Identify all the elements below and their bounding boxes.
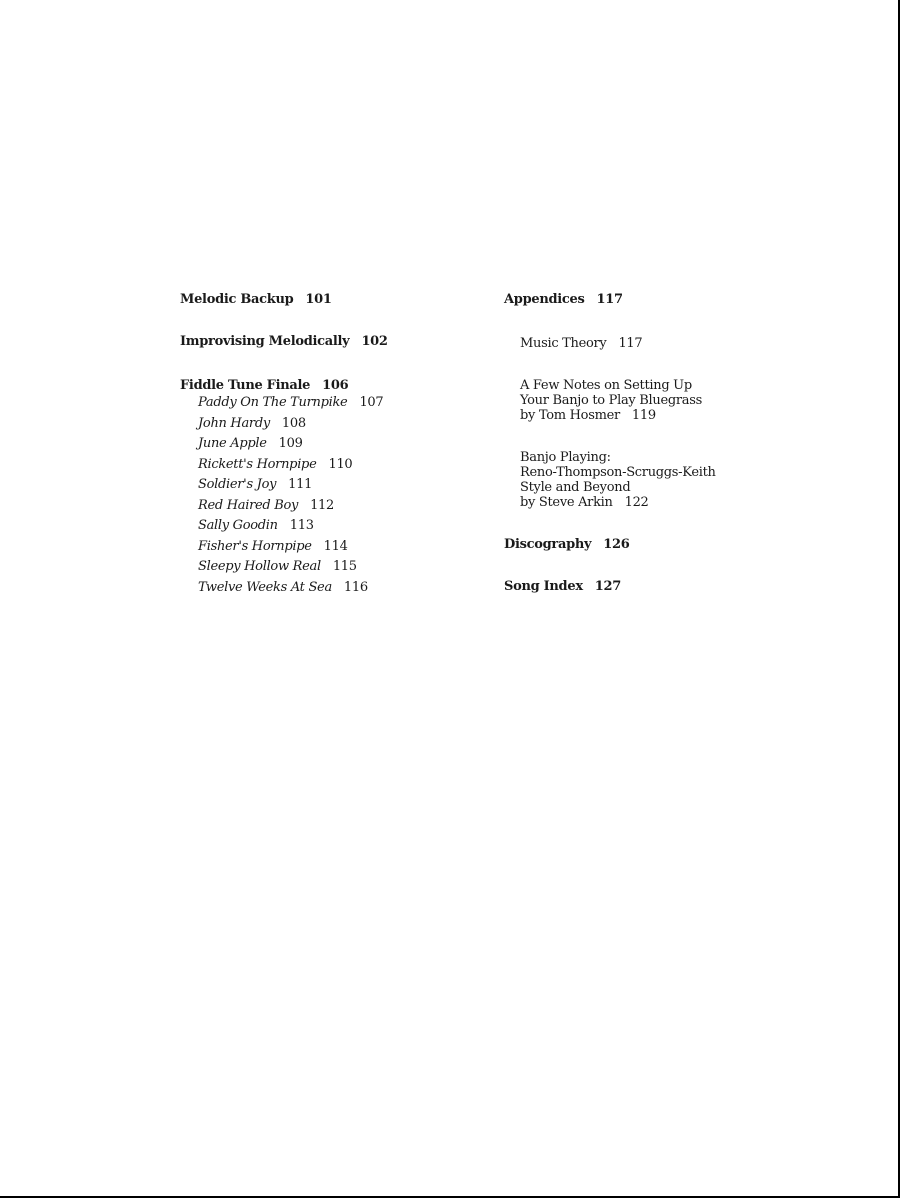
toc-entry-setting-up [504, 378, 764, 423]
entry-page: 117 [618, 336, 643, 351]
subentry-page: 110 [328, 456, 353, 472]
subentry-title: June Apple [198, 436, 267, 451]
subentry-page: 109 [278, 436, 303, 451]
subentry-title: Sleepy Hollow Real [198, 559, 321, 574]
toc-subentry [180, 496, 480, 517]
entry-line: Reno-Thompson-Scruggs-Keith [520, 465, 716, 480]
toc-entry-song-index [504, 579, 764, 594]
entry-title: Song Index [504, 579, 583, 594]
entry-page: 117 [596, 292, 623, 307]
subentry-title: Rickett's Hornpipe [198, 456, 317, 472]
entry-title: Music Theory [520, 336, 607, 351]
subentry-title: Sally Goodin [198, 518, 278, 533]
subentry-title: Fisher's Hornpipe [198, 538, 312, 554]
toc-entry-improvising [180, 334, 480, 349]
toc-subentry [180, 557, 480, 578]
entry-page: 101 [305, 292, 332, 307]
entry-author: by Tom Hosmer [520, 408, 620, 423]
entry-line [520, 408, 764, 423]
entry-title: Discography [504, 537, 592, 552]
toc-subentry [180, 455, 480, 476]
subentry-title: Soldier's Joy [198, 477, 277, 492]
toc-subentry [180, 414, 480, 435]
toc-entry-appendices [504, 292, 764, 307]
entry-page: 122 [624, 495, 649, 510]
toc-subentry [180, 516, 480, 537]
toc-entry-melodic-backup [180, 292, 480, 307]
subentry-title: Red Haired Boy [198, 497, 299, 513]
toc-subentry [180, 578, 480, 599]
entry-title: Improvising Melodically [180, 334, 350, 349]
entry-title: Melodic Backup [180, 292, 294, 307]
subentry-page: 116 [343, 579, 368, 595]
toc-subentry [180, 475, 480, 496]
toc-entry-fiddle-tune-finale [180, 378, 480, 393]
toc-subentry [180, 537, 480, 558]
entry-line: Style and Beyond [520, 480, 631, 495]
subentry-page: 115 [332, 559, 357, 574]
subentry-title: John Hardy [198, 415, 270, 431]
toc-entry-banjo-playing [504, 450, 764, 510]
toc-right-column [504, 292, 764, 594]
subentry-page: 108 [281, 415, 306, 431]
entry-title: Fiddle Tune Finale [180, 378, 311, 393]
toc-subentry [180, 393, 480, 414]
entry-line: Banjo Playing: [520, 450, 611, 465]
entry-page: 126 [603, 537, 630, 552]
toc-entry-discography [504, 537, 764, 552]
entry-line: A Few Notes on Setting Up [520, 378, 692, 393]
entry-title: Appendices [504, 292, 585, 307]
entry-line [520, 495, 764, 510]
subentry-page: 112 [310, 497, 334, 513]
entry-page: 106 [322, 378, 349, 393]
entry-line: Your Banjo to Play Bluegrass [520, 393, 702, 408]
subentry-page: 107 [359, 395, 384, 410]
toc-entry-music-theory [504, 336, 764, 351]
subentry-title: Paddy On The Turnpike [198, 395, 348, 410]
entry-page: 102 [361, 334, 388, 349]
toc-subentry [180, 434, 480, 455]
entry-page: 119 [631, 408, 656, 423]
entry-author: by Steve Arkin [520, 495, 613, 510]
subentry-page: 111 [288, 477, 313, 492]
subentry-title: Twelve Weeks At Sea [198, 579, 332, 595]
fiddle-tune-list [180, 393, 480, 598]
subentry-page: 113 [289, 518, 314, 533]
entry-page: 127 [594, 579, 622, 594]
toc-left-column [180, 292, 480, 598]
subentry-page: 114 [323, 538, 348, 554]
